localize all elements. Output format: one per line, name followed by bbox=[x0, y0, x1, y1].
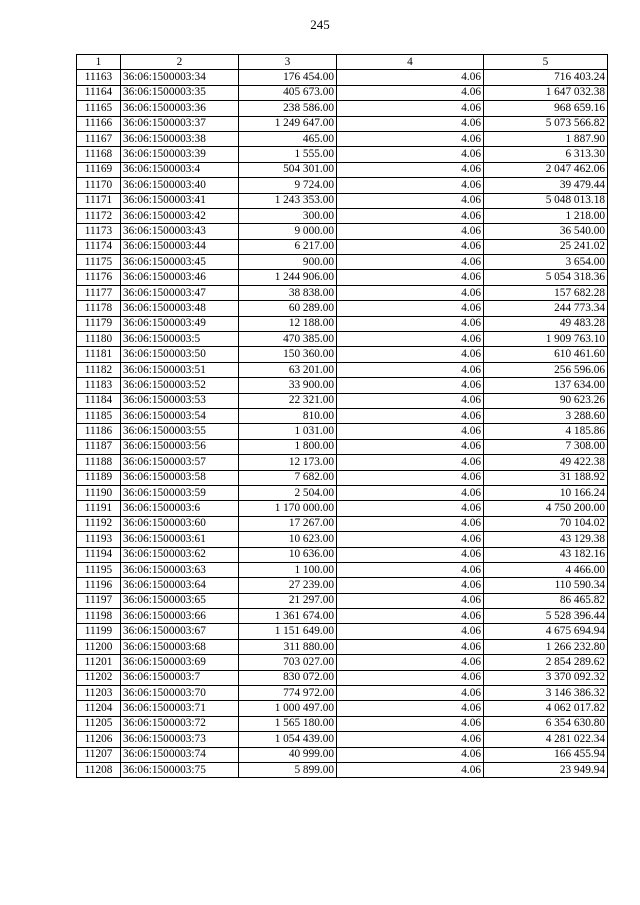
table-row bbox=[77, 362, 608, 377]
row-number-cell: 11178 bbox=[77, 301, 121, 316]
row-number-cell: 11171 bbox=[77, 193, 121, 208]
area-cell: 27 239.00 bbox=[239, 578, 337, 593]
cadastral-number-cell: 36:06:1500003:6 bbox=[121, 501, 239, 516]
row-number-cell: 11207 bbox=[77, 747, 121, 762]
row-number-cell: 11197 bbox=[77, 593, 121, 608]
cadastral-number-cell: 36:06:1500003:34 bbox=[121, 70, 239, 85]
rate-cell: 4.06 bbox=[337, 485, 484, 500]
value-cell: 2 047 462.06 bbox=[484, 162, 608, 177]
row-number-cell: 11176 bbox=[77, 270, 121, 285]
value-cell: 2 854 289.62 bbox=[484, 655, 608, 670]
rate-cell: 4.06 bbox=[337, 562, 484, 577]
row-number-cell: 11187 bbox=[77, 439, 121, 454]
rate-cell: 4.06 bbox=[337, 470, 484, 485]
row-number-cell: 11191 bbox=[77, 501, 121, 516]
cadastral-number-cell: 36:06:1500003:62 bbox=[121, 547, 239, 562]
cadastral-number-cell: 36:06:1500003:37 bbox=[121, 116, 239, 131]
table-row bbox=[77, 455, 608, 470]
area-cell: 9 724.00 bbox=[239, 178, 337, 193]
value-cell: 25 241.02 bbox=[484, 239, 608, 254]
value-cell: 86 465.82 bbox=[484, 593, 608, 608]
value-cell: 3 288.60 bbox=[484, 408, 608, 423]
row-number-cell: 11165 bbox=[77, 101, 121, 116]
row-number-cell: 11184 bbox=[77, 393, 121, 408]
value-cell: 43 129.38 bbox=[484, 532, 608, 547]
table-row bbox=[77, 701, 608, 716]
cadastral-number-cell: 36:06:1500003:48 bbox=[121, 301, 239, 316]
table-row bbox=[77, 239, 608, 254]
value-cell: 244 773.34 bbox=[484, 301, 608, 316]
row-number-cell: 11174 bbox=[77, 239, 121, 254]
row-number-cell: 11204 bbox=[77, 701, 121, 716]
rate-cell: 4.06 bbox=[337, 747, 484, 762]
value-cell: 5 073 566.82 bbox=[484, 116, 608, 131]
table-row bbox=[77, 639, 608, 654]
cadastral-number-cell: 36:06:1500003:39 bbox=[121, 147, 239, 162]
value-cell: 110 590.34 bbox=[484, 578, 608, 593]
table-row bbox=[77, 193, 608, 208]
rate-cell: 4.06 bbox=[337, 85, 484, 100]
rate-cell: 4.06 bbox=[337, 131, 484, 146]
value-cell: 5 054 318.36 bbox=[484, 270, 608, 285]
table-row bbox=[77, 547, 608, 562]
cadastral-number-cell: 36:06:1500003:54 bbox=[121, 408, 239, 423]
rate-cell: 4.06 bbox=[337, 655, 484, 670]
cadastral-number-cell: 36:06:1500003:52 bbox=[121, 378, 239, 393]
cadastral-number-cell: 36:06:1500003:71 bbox=[121, 701, 239, 716]
rate-cell: 4.06 bbox=[337, 516, 484, 531]
row-number-cell: 11181 bbox=[77, 347, 121, 362]
value-cell: 5 528 396.44 bbox=[484, 609, 608, 624]
table-row bbox=[77, 485, 608, 500]
area-cell: 17 267.00 bbox=[239, 516, 337, 531]
rate-cell: 4.06 bbox=[337, 439, 484, 454]
value-cell: 1 887.90 bbox=[484, 131, 608, 146]
area-cell: 1 031.00 bbox=[239, 424, 337, 439]
table-row bbox=[77, 747, 608, 762]
cadastral-number-cell: 36:06:1500003:72 bbox=[121, 716, 239, 731]
area-cell: 300.00 bbox=[239, 208, 337, 223]
row-number-cell: 11182 bbox=[77, 362, 121, 377]
area-cell: 10 623.00 bbox=[239, 532, 337, 547]
value-cell: 1 647 032.38 bbox=[484, 85, 608, 100]
value-cell: 256 596.06 bbox=[484, 362, 608, 377]
area-cell: 465.00 bbox=[239, 131, 337, 146]
cadastral-number-cell: 36:06:1500003:75 bbox=[121, 762, 239, 777]
area-cell: 2 504.00 bbox=[239, 485, 337, 500]
area-cell: 900.00 bbox=[239, 255, 337, 270]
value-cell: 4 675 694.94 bbox=[484, 624, 608, 639]
value-cell: 4 281 022.34 bbox=[484, 732, 608, 747]
row-number-cell: 11190 bbox=[77, 485, 121, 500]
area-cell: 12 188.00 bbox=[239, 316, 337, 331]
row-number-cell: 11163 bbox=[77, 70, 121, 85]
area-cell: 1 244 906.00 bbox=[239, 270, 337, 285]
table-row bbox=[77, 131, 608, 146]
area-cell: 7 682.00 bbox=[239, 470, 337, 485]
rate-cell: 4.06 bbox=[337, 162, 484, 177]
area-cell: 9 000.00 bbox=[239, 224, 337, 239]
value-cell: 716 403.24 bbox=[484, 70, 608, 85]
table-row bbox=[77, 270, 608, 285]
value-cell: 1 266 232.80 bbox=[484, 639, 608, 654]
value-cell: 49 483.28 bbox=[484, 316, 608, 331]
table-row bbox=[77, 178, 608, 193]
area-cell: 238 586.00 bbox=[239, 101, 337, 116]
row-number-cell: 11193 bbox=[77, 532, 121, 547]
rate-cell: 4.06 bbox=[337, 178, 484, 193]
value-cell: 4 750 200.00 bbox=[484, 501, 608, 516]
table-row bbox=[77, 501, 608, 516]
area-cell: 1 565 180.00 bbox=[239, 716, 337, 731]
rate-cell: 4.06 bbox=[337, 347, 484, 362]
cadastral-number-cell: 36:06:1500003:47 bbox=[121, 285, 239, 300]
rate-cell: 4.06 bbox=[337, 547, 484, 562]
table-row bbox=[77, 655, 608, 670]
row-number-cell: 11208 bbox=[77, 762, 121, 777]
cadastral-number-cell: 36:06:1500003:4 bbox=[121, 162, 239, 177]
row-number-cell: 11179 bbox=[77, 316, 121, 331]
value-cell: 43 182.16 bbox=[484, 547, 608, 562]
value-cell: 4 062 017.82 bbox=[484, 701, 608, 716]
cadastral-number-cell: 36:06:1500003:44 bbox=[121, 239, 239, 254]
table-row bbox=[77, 208, 608, 223]
area-cell: 1 151 649.00 bbox=[239, 624, 337, 639]
table-row bbox=[77, 301, 608, 316]
row-number-cell: 11202 bbox=[77, 670, 121, 685]
cadastral-number-cell: 36:06:1500003:40 bbox=[121, 178, 239, 193]
cadastral-number-cell: 36:06:1500003:7 bbox=[121, 670, 239, 685]
row-number-cell: 11170 bbox=[77, 178, 121, 193]
value-cell: 968 659.16 bbox=[484, 101, 608, 116]
row-number-cell: 11206 bbox=[77, 732, 121, 747]
value-cell: 6 354 630.80 bbox=[484, 716, 608, 731]
cadastral-number-cell: 36:06:1500003:58 bbox=[121, 470, 239, 485]
row-number-cell: 11173 bbox=[77, 224, 121, 239]
table-header-row bbox=[77, 55, 608, 70]
area-cell: 6 217.00 bbox=[239, 239, 337, 254]
table-row bbox=[77, 101, 608, 116]
area-cell: 703 027.00 bbox=[239, 655, 337, 670]
value-cell: 157 682.28 bbox=[484, 285, 608, 300]
rate-cell: 4.06 bbox=[337, 639, 484, 654]
value-cell: 5 048 013.18 bbox=[484, 193, 608, 208]
cadastral-number-cell: 36:06:1500003:63 bbox=[121, 562, 239, 577]
value-cell: 166 455.94 bbox=[484, 747, 608, 762]
value-cell: 90 623.26 bbox=[484, 393, 608, 408]
row-number-cell: 11168 bbox=[77, 147, 121, 162]
row-number-cell: 11177 bbox=[77, 285, 121, 300]
cadastral-number-cell: 36:06:1500003:49 bbox=[121, 316, 239, 331]
row-number-cell: 11198 bbox=[77, 609, 121, 624]
value-cell: 4 185.86 bbox=[484, 424, 608, 439]
table-row bbox=[77, 562, 608, 577]
cadastral-number-cell: 36:06:1500003:38 bbox=[121, 131, 239, 146]
area-cell: 12 173.00 bbox=[239, 455, 337, 470]
row-number-cell: 11183 bbox=[77, 378, 121, 393]
row-number-cell: 11188 bbox=[77, 455, 121, 470]
table-row bbox=[77, 285, 608, 300]
rate-cell: 4.06 bbox=[337, 362, 484, 377]
cadastral-number-cell: 36:06:1500003:51 bbox=[121, 362, 239, 377]
cadastral-number-cell: 36:06:1500003:65 bbox=[121, 593, 239, 608]
value-cell: 1 218.00 bbox=[484, 208, 608, 223]
area-cell: 405 673.00 bbox=[239, 85, 337, 100]
rate-cell: 4.06 bbox=[337, 593, 484, 608]
row-number-cell: 11205 bbox=[77, 716, 121, 731]
column-header-4: 4 bbox=[337, 55, 484, 70]
cadastral-number-cell: 36:06:1500003:5 bbox=[121, 332, 239, 347]
value-cell: 39 479.44 bbox=[484, 178, 608, 193]
table-row bbox=[77, 85, 608, 100]
area-cell: 504 301.00 bbox=[239, 162, 337, 177]
cadastral-number-cell: 36:06:1500003:61 bbox=[121, 532, 239, 547]
row-number-cell: 11166 bbox=[77, 116, 121, 131]
row-number-cell: 11180 bbox=[77, 332, 121, 347]
rate-cell: 4.06 bbox=[337, 532, 484, 547]
row-number-cell: 11195 bbox=[77, 562, 121, 577]
area-cell: 1 243 353.00 bbox=[239, 193, 337, 208]
row-number-cell: 11186 bbox=[77, 424, 121, 439]
cadastral-number-cell: 36:06:1500003:67 bbox=[121, 624, 239, 639]
cadastral-number-cell: 36:06:1500003:60 bbox=[121, 516, 239, 531]
area-cell: 1 800.00 bbox=[239, 439, 337, 454]
rate-cell: 4.06 bbox=[337, 686, 484, 701]
table-row bbox=[77, 762, 608, 777]
cadastral-number-cell: 36:06:1500003:68 bbox=[121, 639, 239, 654]
area-cell: 22 321.00 bbox=[239, 393, 337, 408]
area-cell: 1 000 497.00 bbox=[239, 701, 337, 716]
area-cell: 810.00 bbox=[239, 408, 337, 423]
area-cell: 63 201.00 bbox=[239, 362, 337, 377]
area-cell: 311 880.00 bbox=[239, 639, 337, 654]
table-body bbox=[77, 70, 608, 778]
cadastral-number-cell: 36:06:1500003:53 bbox=[121, 393, 239, 408]
table-row bbox=[77, 316, 608, 331]
table-row bbox=[77, 732, 608, 747]
rate-cell: 4.06 bbox=[337, 670, 484, 685]
table-row bbox=[77, 532, 608, 547]
row-number-cell: 11169 bbox=[77, 162, 121, 177]
table-row bbox=[77, 224, 608, 239]
table-row bbox=[77, 716, 608, 731]
area-cell: 774 972.00 bbox=[239, 686, 337, 701]
rate-cell: 4.06 bbox=[337, 147, 484, 162]
row-number-cell: 11175 bbox=[77, 255, 121, 270]
value-cell: 610 461.60 bbox=[484, 347, 608, 362]
area-cell: 1 555.00 bbox=[239, 147, 337, 162]
cadastral-number-cell: 36:06:1500003:50 bbox=[121, 347, 239, 362]
value-cell: 70 104.02 bbox=[484, 516, 608, 531]
area-cell: 60 289.00 bbox=[239, 301, 337, 316]
rate-cell: 4.06 bbox=[337, 455, 484, 470]
area-cell: 10 636.00 bbox=[239, 547, 337, 562]
cadastral-number-cell: 36:06:1500003:69 bbox=[121, 655, 239, 670]
table-row bbox=[77, 578, 608, 593]
cadastral-number-cell: 36:06:1500003:59 bbox=[121, 485, 239, 500]
area-cell: 1 100.00 bbox=[239, 562, 337, 577]
table-row bbox=[77, 624, 608, 639]
value-cell: 36 540.00 bbox=[484, 224, 608, 239]
rate-cell: 4.06 bbox=[337, 578, 484, 593]
column-header-5: 5 bbox=[484, 55, 608, 70]
rate-cell: 4.06 bbox=[337, 332, 484, 347]
cadastral-number-cell: 36:06:1500003:57 bbox=[121, 455, 239, 470]
area-cell: 5 899.00 bbox=[239, 762, 337, 777]
value-cell: 23 949.94 bbox=[484, 762, 608, 777]
table-row bbox=[77, 393, 608, 408]
rate-cell: 4.06 bbox=[337, 624, 484, 639]
table-row bbox=[77, 116, 608, 131]
table-row bbox=[77, 439, 608, 454]
cadastral-value-table bbox=[76, 54, 608, 778]
table-row bbox=[77, 670, 608, 685]
row-number-cell: 11164 bbox=[77, 85, 121, 100]
rate-cell: 4.06 bbox=[337, 609, 484, 624]
row-number-cell: 11192 bbox=[77, 516, 121, 531]
table-row bbox=[77, 255, 608, 270]
value-cell: 7 308.00 bbox=[484, 439, 608, 454]
value-cell: 3 146 386.32 bbox=[484, 686, 608, 701]
area-cell: 150 360.00 bbox=[239, 347, 337, 362]
rate-cell: 4.06 bbox=[337, 716, 484, 731]
value-cell: 6 313.30 bbox=[484, 147, 608, 162]
rate-cell: 4.06 bbox=[337, 424, 484, 439]
cadastral-number-cell: 36:06:1500003:56 bbox=[121, 439, 239, 454]
rate-cell: 4.06 bbox=[337, 732, 484, 747]
cadastral-number-cell: 36:06:1500003:66 bbox=[121, 609, 239, 624]
column-header-1: 1 bbox=[77, 55, 121, 70]
row-number-cell: 11194 bbox=[77, 547, 121, 562]
cadastral-number-cell: 36:06:1500003:70 bbox=[121, 686, 239, 701]
table-row bbox=[77, 593, 608, 608]
value-cell: 4 466.00 bbox=[484, 562, 608, 577]
cadastral-number-cell: 36:06:1500003:36 bbox=[121, 101, 239, 116]
row-number-cell: 11201 bbox=[77, 655, 121, 670]
area-cell: 1 361 674.00 bbox=[239, 609, 337, 624]
rate-cell: 4.06 bbox=[337, 285, 484, 300]
value-cell: 3 654.00 bbox=[484, 255, 608, 270]
value-cell: 10 166.24 bbox=[484, 485, 608, 500]
rate-cell: 4.06 bbox=[337, 116, 484, 131]
row-number-cell: 11200 bbox=[77, 639, 121, 654]
rate-cell: 4.06 bbox=[337, 316, 484, 331]
rate-cell: 4.06 bbox=[337, 501, 484, 516]
table-row bbox=[77, 686, 608, 701]
area-cell: 38 838.00 bbox=[239, 285, 337, 300]
value-cell: 49 422.38 bbox=[484, 455, 608, 470]
value-cell: 1 909 763.10 bbox=[484, 332, 608, 347]
table-row bbox=[77, 332, 608, 347]
rate-cell: 4.06 bbox=[337, 255, 484, 270]
rate-cell: 4.06 bbox=[337, 70, 484, 85]
rate-cell: 4.06 bbox=[337, 378, 484, 393]
cadastral-number-cell: 36:06:1500003:73 bbox=[121, 732, 239, 747]
row-number-cell: 11189 bbox=[77, 470, 121, 485]
rate-cell: 4.06 bbox=[337, 239, 484, 254]
rate-cell: 4.06 bbox=[337, 701, 484, 716]
area-cell: 21 297.00 bbox=[239, 593, 337, 608]
column-header-3: 3 bbox=[239, 55, 337, 70]
table-row bbox=[77, 162, 608, 177]
row-number-cell: 11172 bbox=[77, 208, 121, 223]
rate-cell: 4.06 bbox=[337, 208, 484, 223]
value-cell: 137 634.00 bbox=[484, 378, 608, 393]
row-number-cell: 11185 bbox=[77, 408, 121, 423]
area-cell: 830 072.00 bbox=[239, 670, 337, 685]
table-row bbox=[77, 470, 608, 485]
value-cell: 31 188.92 bbox=[484, 470, 608, 485]
row-number-cell: 11199 bbox=[77, 624, 121, 639]
cadastral-number-cell: 36:06:1500003:42 bbox=[121, 208, 239, 223]
area-cell: 1 054 439.00 bbox=[239, 732, 337, 747]
cadastral-number-cell: 36:06:1500003:64 bbox=[121, 578, 239, 593]
rate-cell: 4.06 bbox=[337, 101, 484, 116]
rate-cell: 4.06 bbox=[337, 193, 484, 208]
row-number-cell: 11196 bbox=[77, 578, 121, 593]
table-row bbox=[77, 424, 608, 439]
rate-cell: 4.06 bbox=[337, 408, 484, 423]
cadastral-number-cell: 36:06:1500003:74 bbox=[121, 747, 239, 762]
cadastral-number-cell: 36:06:1500003:41 bbox=[121, 193, 239, 208]
cadastral-number-cell: 36:06:1500003:35 bbox=[121, 85, 239, 100]
row-number-cell: 11167 bbox=[77, 131, 121, 146]
page-number: 245 bbox=[310, 17, 330, 32]
table-row bbox=[77, 408, 608, 423]
table-row bbox=[77, 516, 608, 531]
area-cell: 1 249 647.00 bbox=[239, 116, 337, 131]
rate-cell: 4.06 bbox=[337, 762, 484, 777]
cadastral-number-cell: 36:06:1500003:46 bbox=[121, 270, 239, 285]
cadastral-number-cell: 36:06:1500003:43 bbox=[121, 224, 239, 239]
rate-cell: 4.06 bbox=[337, 224, 484, 239]
area-cell: 33 900.00 bbox=[239, 378, 337, 393]
cadastral-number-cell: 36:06:1500003:45 bbox=[121, 255, 239, 270]
table-row bbox=[77, 347, 608, 362]
value-cell: 3 370 092.32 bbox=[484, 670, 608, 685]
area-cell: 176 454.00 bbox=[239, 70, 337, 85]
area-cell: 470 385.00 bbox=[239, 332, 337, 347]
area-cell: 40 999.00 bbox=[239, 747, 337, 762]
table-row bbox=[77, 609, 608, 624]
rate-cell: 4.06 bbox=[337, 270, 484, 285]
table-row bbox=[77, 147, 608, 162]
row-number-cell: 11203 bbox=[77, 686, 121, 701]
column-header-2: 2 bbox=[121, 55, 239, 70]
rate-cell: 4.06 bbox=[337, 301, 484, 316]
cadastral-number-cell: 36:06:1500003:55 bbox=[121, 424, 239, 439]
rate-cell: 4.06 bbox=[337, 393, 484, 408]
table-row bbox=[77, 378, 608, 393]
area-cell: 1 170 000.00 bbox=[239, 501, 337, 516]
table-row bbox=[77, 70, 608, 85]
